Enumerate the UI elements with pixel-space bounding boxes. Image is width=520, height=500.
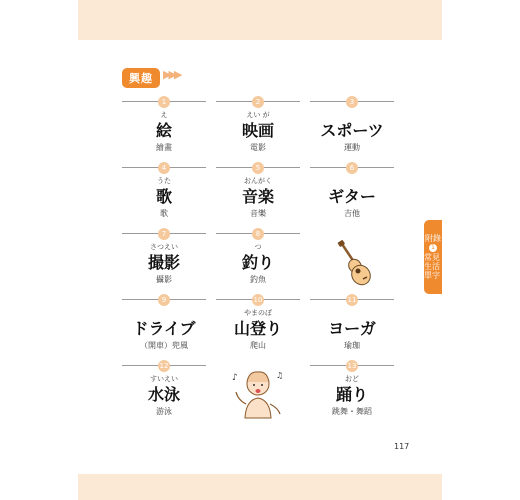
furigana: え xyxy=(160,111,168,119)
japanese-word: 映画 xyxy=(241,121,274,140)
number-badge: 3 xyxy=(346,96,358,108)
vocab-card xyxy=(122,162,206,228)
vocab-card xyxy=(310,294,394,360)
japanese-word: 水泳 xyxy=(147,385,180,404)
vocabulary-grid xyxy=(122,96,394,426)
illustration-cell xyxy=(216,360,300,426)
japanese-word: 釣り xyxy=(241,253,274,272)
vocab-card xyxy=(216,228,300,294)
furigana: おど xyxy=(345,375,359,383)
number-badge: 5 xyxy=(252,162,264,174)
number-badge: 13 xyxy=(347,362,357,370)
chinese-gloss: 攝影 xyxy=(156,275,172,284)
bottom-footer-band xyxy=(78,474,442,500)
vocab-card xyxy=(216,162,300,228)
vocab-row xyxy=(122,228,394,294)
vocab-card xyxy=(216,96,300,162)
vocab-row xyxy=(122,294,394,360)
vocab-card xyxy=(122,294,206,360)
number-badge: 10 xyxy=(253,296,263,304)
vocab-card xyxy=(310,96,394,162)
number-badge: 4 xyxy=(158,162,170,174)
furigana: おんがく xyxy=(244,177,272,185)
chinese-gloss: 音樂 xyxy=(250,209,266,218)
chinese-gloss: 游泳 xyxy=(156,407,172,416)
chinese-gloss: 吉他 xyxy=(344,209,360,218)
japanese-word: 絵 xyxy=(155,121,172,140)
vocab-card xyxy=(122,96,206,162)
japanese-word: ギター xyxy=(328,187,376,206)
guitar-icon xyxy=(332,240,372,286)
number-badge: 1 xyxy=(158,96,170,108)
furigana: つ xyxy=(254,243,262,251)
chinese-gloss: 釣魚 xyxy=(250,275,266,284)
vocab-card xyxy=(310,162,394,228)
top-header-band xyxy=(78,0,442,40)
number-badge: 9 xyxy=(158,294,170,306)
arrow-decoration-icon: ▶▶▶ xyxy=(163,68,180,81)
side-tab-number: 1 xyxy=(429,244,437,252)
chinese-gloss: 繪畫 xyxy=(156,143,172,152)
japanese-word: 山登り xyxy=(233,319,282,338)
vocab-card xyxy=(310,360,394,426)
vocab-card xyxy=(122,228,206,294)
number-badge: 11 xyxy=(347,296,357,304)
number-badge: 7 xyxy=(158,228,170,240)
japanese-word: ヨーガ xyxy=(328,319,376,338)
japanese-word: スポーツ xyxy=(320,121,384,140)
svg-text:♫: ♫ xyxy=(276,371,284,380)
singing-person-icon xyxy=(230,366,286,422)
appendix-side-tab xyxy=(424,220,442,294)
vocab-row xyxy=(122,162,394,228)
svg-text:♪: ♪ xyxy=(232,373,238,383)
category-tag: 興趣 xyxy=(122,68,160,88)
page-number: 117 xyxy=(394,442,410,451)
chinese-gloss: 歌 xyxy=(160,209,168,218)
furigana: さつえい xyxy=(150,243,178,251)
chinese-gloss: 跳舞・舞蹈 xyxy=(332,407,372,416)
side-tab-prefix: 附錄 xyxy=(425,234,441,243)
furigana: やまのぼ xyxy=(244,309,272,317)
chinese-gloss: 爬山 xyxy=(250,341,266,350)
furigana: うた xyxy=(157,177,171,185)
vocab-row xyxy=(122,360,394,426)
vocab-row xyxy=(122,96,394,162)
japanese-word: 踊り xyxy=(335,385,368,404)
number-badge: 12 xyxy=(159,362,169,370)
chinese-gloss: 瑜珈 xyxy=(344,341,360,350)
number-badge: 2 xyxy=(252,96,264,108)
chinese-gloss: （開車）兜風 xyxy=(140,341,188,350)
side-tab-text: 常見生活單字 xyxy=(424,253,440,280)
number-badge: 8 xyxy=(252,228,264,240)
vocab-card xyxy=(122,360,206,426)
japanese-word: 歌 xyxy=(155,187,172,206)
japanese-word: 音楽 xyxy=(241,187,274,206)
japanese-word: 撮影 xyxy=(147,253,180,272)
number-badge: 6 xyxy=(346,162,358,174)
furigana: えい が xyxy=(246,111,270,119)
furigana: すいえい xyxy=(150,375,178,383)
illustration-cell xyxy=(310,228,394,294)
japanese-word: ドライブ xyxy=(132,319,196,338)
chinese-gloss: 運動 xyxy=(344,143,360,152)
chinese-gloss: 電影 xyxy=(250,143,266,152)
vocab-card xyxy=(216,294,300,360)
